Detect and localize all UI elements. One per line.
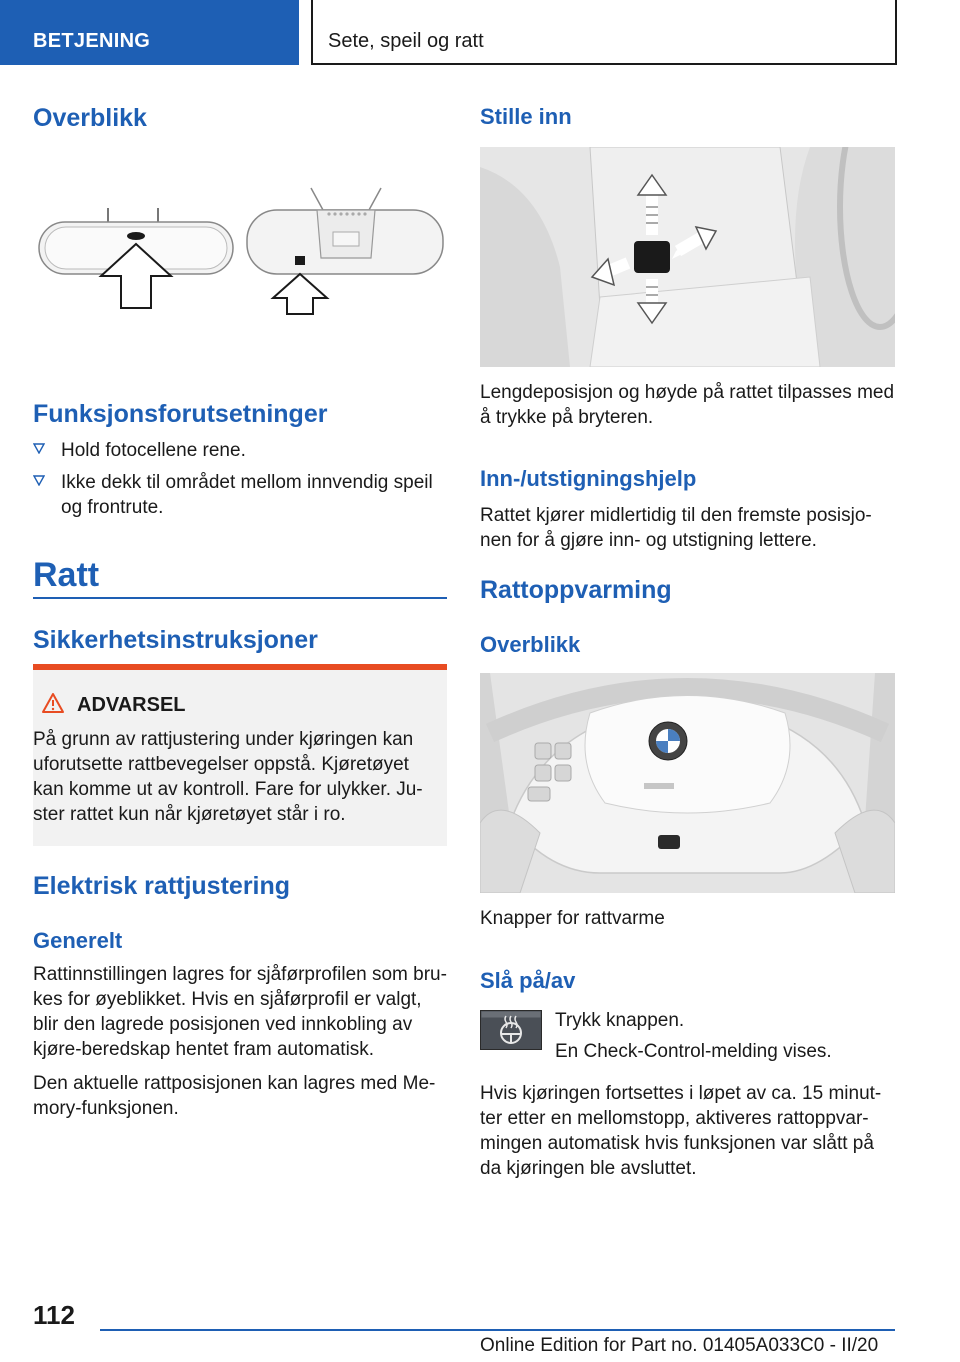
footer-rule (100, 1329, 895, 1331)
inn-utstigning-heading: Inn-/utstigningshjelp (480, 466, 697, 491)
warning-text: På grunn av rattjustering under kjøringen kan uforutsette rattbevegelser oppstå. Kjøretøyet kan komme ut av kontroll. Fare for ulykker. Ju-ster rattet kun når kjøretøyet står i ro. (33, 729, 423, 825)
list-item-text: Hold fotocellene rene. (61, 440, 246, 461)
overblikk-heading-2: Overblikk (480, 632, 581, 657)
chapter-label: Sete, speil og ratt (328, 30, 484, 52)
stille-inn-heading: Stille inn (480, 104, 572, 129)
warning-box (33, 664, 447, 846)
steering-wheel-illustration (480, 673, 895, 893)
list-item (33, 438, 447, 463)
warning-label: ADVARSEL (77, 694, 186, 716)
heated-steering-wheel-icon[interactable] (480, 1010, 542, 1050)
triangle-bullet-icon (33, 474, 45, 486)
sla-pa-av-heading: Slå på/av (480, 968, 576, 993)
overblikk-heading: Overblikk (33, 104, 147, 132)
generelt-paragraph-2: Den aktuelle rattposisjonen kan lagres med Me-mory-funksjonen. (33, 1073, 436, 1119)
wheel-caption: Knapper for rattvarme (480, 908, 665, 929)
list-item (33, 470, 447, 520)
section-label: BETJENING (33, 30, 151, 52)
sla-step-2: En Check-Control-melding vises. (555, 1041, 832, 1062)
funksjonsforutsetninger-heading: Funksjonsforutsetninger (33, 400, 328, 428)
section-tab (0, 0, 299, 65)
page-number: 112 (33, 1300, 75, 1330)
final-paragraph: Hvis kjøringen fortsettes i løpet av ca. 15 minut-ter etter en mellomstopp, aktiveres rattoppvar-mingen automatisk hvis funksjonen var slått på da kjøringen ble avsluttet. (480, 1083, 882, 1179)
generelt-paragraph-1: Rattinnstillingen lagres for sjåførprofilen som bru-kes for øyeblikket. Hvis en sjåførprofil er valgt, blir den lagrede posisjonen ved innkobling av kjøre-beredskap hentet fram automatisk. (33, 964, 447, 1060)
rattoppvarming-heading: Rattoppvarming (480, 576, 672, 604)
chapter-header (311, 0, 897, 65)
section-rule (33, 597, 447, 599)
list-item-text: Ikke dekk til området mellom innvendig speil og frontrute. (61, 472, 433, 518)
triangle-bullet-icon (33, 442, 45, 454)
generelt-heading: Generelt (33, 928, 123, 953)
warning-triangle-icon (41, 692, 65, 714)
steering-column-illustration (480, 147, 895, 367)
elektrisk-heading: Elektrisk rattjustering (33, 872, 291, 900)
stille-inn-caption: Lengdeposisjon og høyde på rattet tilpasses med å trykke på bryteren. (480, 382, 895, 428)
sla-step-1: Trykk knappen. (555, 1010, 685, 1031)
mirror-illustration (33, 180, 447, 320)
warning-bar (33, 664, 447, 670)
ratt-heading: Ratt (33, 556, 100, 594)
inn-utstigning-text: Rattet kjører midlertidig til den fremste posisjo-nen for å gjøre inn- og utstigning lettere. (480, 505, 872, 551)
footer-edition: Online Edition for Part no. 01405A033C0 - II/20 (480, 1335, 879, 1356)
sikkerhet-heading: Sikkerhetsinstruksjoner (33, 626, 318, 654)
